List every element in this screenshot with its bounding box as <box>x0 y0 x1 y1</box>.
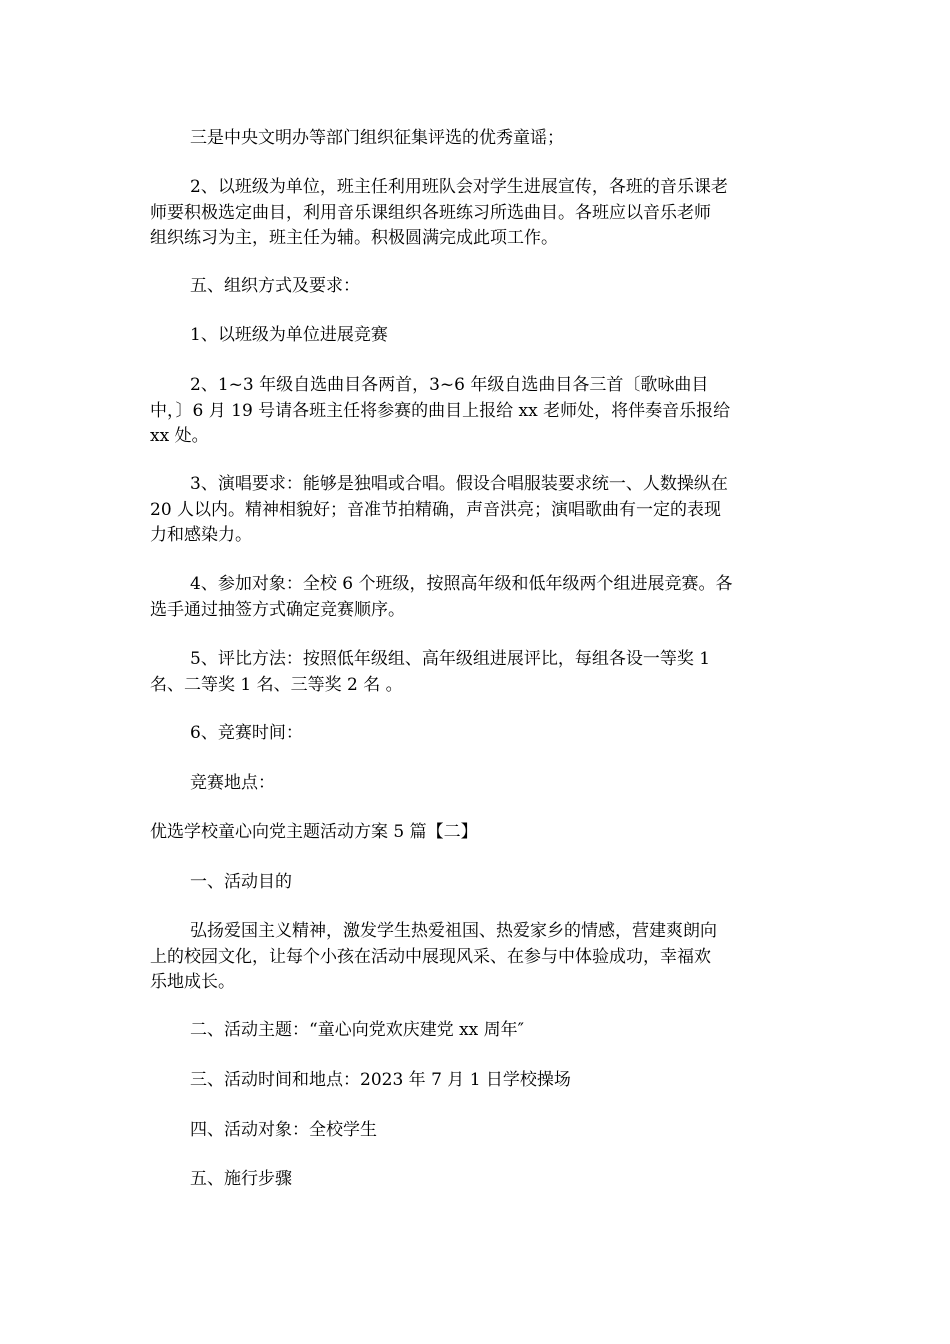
text-line: 师要积极选定曲目，利用音乐课组织各班练习所选曲目。各班应以音乐老师 <box>150 202 711 223</box>
text-line: 名、二等奖 1 名、三等奖 2 名 。 <box>150 674 403 695</box>
text-line: 5、评比方法：按照低年级组、高年级组进展评比，每组各设一等奖 1 <box>190 649 711 669</box>
text-line: 竞赛地点： <box>190 773 275 793</box>
paragraph-purpose-text <box>150 919 795 996</box>
text-line: 力和感染力。 <box>150 525 252 545</box>
text-line: xx 处。 <box>150 426 209 446</box>
section-heading-organization <box>150 274 795 300</box>
paragraph-item-types <box>150 126 795 152</box>
paragraph-activity-theme <box>150 1018 795 1044</box>
paragraph-rule-1 <box>150 323 795 349</box>
text-line: 选手通过抽签方式确定竞赛顺序。 <box>150 599 405 620</box>
text-line: 4、参加对象：全校 6 个班级，按照高年级和低年级两个组进展竞赛。各 <box>190 574 733 594</box>
text-line: 6、竞赛时间： <box>190 723 303 743</box>
text-line: 五、施行步骤 <box>190 1169 292 1189</box>
paragraph-rule-5 <box>150 647 795 698</box>
paragraph-class-organization <box>150 175 795 252</box>
text-line: 上的校园文化，让每个小孩在活动中展现风采、在参与中体验成功，幸福欢 <box>150 946 711 967</box>
text-line: 三是中央文明办等部门组织征集评选的优秀童谣； <box>190 128 564 148</box>
heading-implementation-steps <box>150 1167 795 1193</box>
paragraph-rule-4 <box>150 572 795 623</box>
text-line: 中，〕6 月 19 号请各班主任将参赛的曲目上报给 xx 老师处，将伴奏音乐报给 <box>150 400 731 421</box>
section-title-part-two <box>150 820 795 846</box>
paragraph-audience <box>150 1118 795 1144</box>
text-line: 3、演唱要求：能够是独唱或合唱。假设合唱服装要求统一、人数操纵在 <box>190 474 728 494</box>
paragraph-rule-2 <box>150 373 795 450</box>
paragraph-venue <box>150 771 795 797</box>
text-line: 三、活动时间和地点：2023 年 7 月 1 日学校操场 <box>190 1070 571 1090</box>
text-line: 2、以班级为单位，班主任利用班队会对学生进展宣传，各班的音乐课老 <box>190 177 728 197</box>
paragraph-rule-6 <box>150 721 795 747</box>
text-line: 一、活动目的 <box>190 872 292 892</box>
text-line: 2、1~3 年级自选曲目各两首，3~6 年级自选曲目各三首〔歌咏曲目 <box>190 375 709 395</box>
text-line: 组织练习为主，班主任为辅。积极圆满完成此项工作。 <box>150 228 558 248</box>
text-line: 1、以班级为单位进展竞赛 <box>190 325 388 345</box>
text-line: 二、活动主题：“童心向党欢庆建党 xx 周年″ <box>190 1020 525 1040</box>
paragraph-rule-3 <box>150 472 795 549</box>
text-line: 乐地成长。 <box>150 972 235 992</box>
text-line: 20 人以内。精神相貌好；音准节拍精确，声音洪亮；演唱歌曲有一定的表现 <box>150 499 722 520</box>
paragraph-time-place <box>150 1068 795 1094</box>
text-line: 四、活动对象：全校学生 <box>190 1120 377 1140</box>
text-line: 五、组织方式及要求： <box>190 276 360 296</box>
text-line: 优选学校童心向党主题活动方案 5 篇【二】 <box>150 822 478 842</box>
text-line: 弘扬爱国主义精神，激发学生热爱祖国、热爱家乡的情感，营建爽朗向 <box>190 921 717 941</box>
heading-activity-purpose <box>150 870 795 896</box>
